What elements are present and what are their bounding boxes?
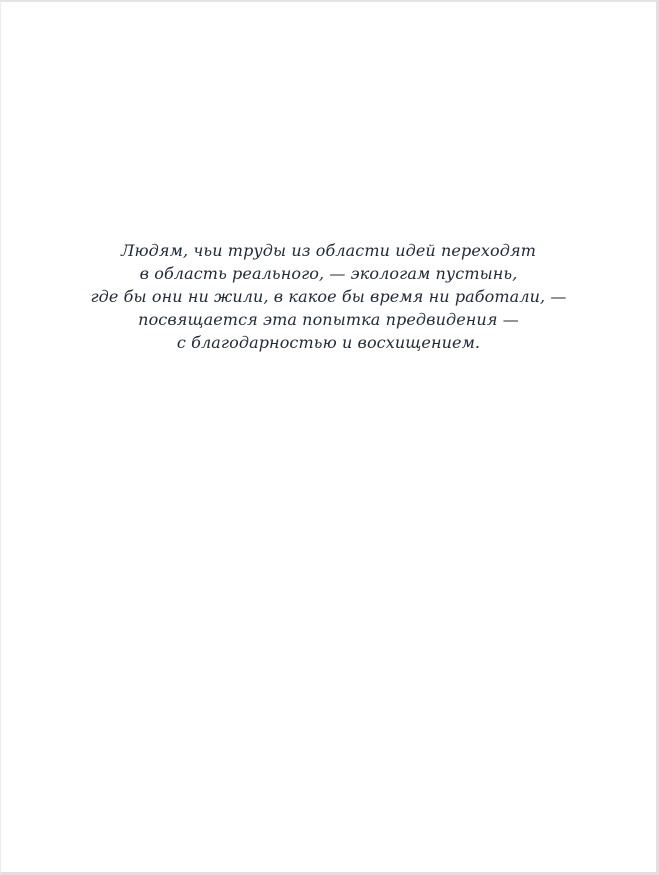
dedication-line: где бы они ни жили, в какое бы время ни работали, — bbox=[90, 287, 567, 306]
dedication-line: в область реального, — экологам пустынь, bbox=[139, 264, 518, 283]
dedication-line: посвящается эта попытка предвидения — bbox=[138, 310, 519, 329]
dedication-line: с благодарностью и восхищением. bbox=[176, 333, 481, 352]
dedication-text bbox=[1, 239, 656, 354]
dedication-line: Людям, чьи труды из области идей переходят bbox=[121, 241, 536, 260]
